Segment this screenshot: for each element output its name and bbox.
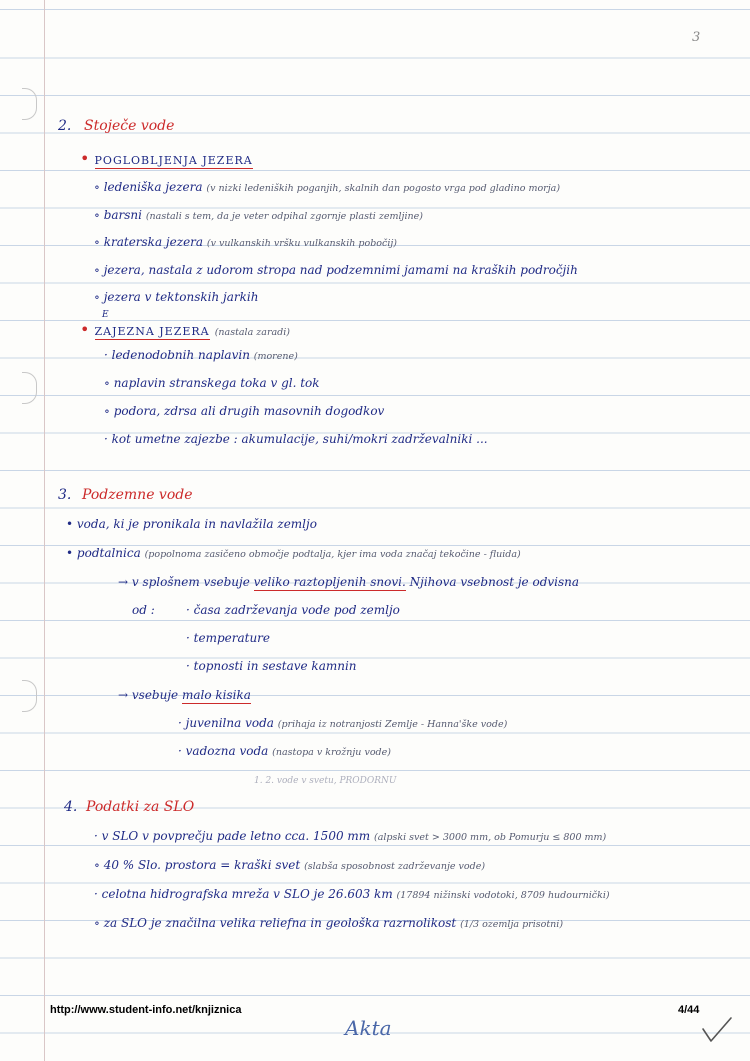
bullet: ·: [94, 887, 102, 901]
faded-text: 1. 2. vode v svetu, PRODORNU: [254, 776, 397, 786]
bullet: ·: [94, 829, 102, 843]
akta-logo: Akta: [345, 1016, 392, 1040]
list-item: · celotna hidrografska mreža v SLO je 26.603 km (17894 nižinski vodotoki, 8709 hudournički): [94, 887, 610, 901]
list-item: ∘ ledeniška jezera (v nizki ledeniških poganjih, skalnih dan pogosto vrga pod gladino morja): [94, 180, 561, 194]
bullet: •: [66, 517, 77, 531]
list-item: → v splošnem vsebuje veliko raztopljenih snovi. Njihova vsebnost je odvisna: [118, 575, 580, 589]
margin-line: [44, 0, 45, 1061]
page-mark: 3: [692, 30, 701, 45]
bullet: ·: [178, 744, 186, 758]
bullet: ∘: [94, 858, 104, 872]
bullet: •: [80, 149, 90, 168]
section-number: 3.: [58, 487, 72, 503]
subsection-heading: • ZAJEZNA JEZERA (nastala zaradi): [80, 320, 290, 339]
bullet: ∘: [94, 180, 104, 194]
list-item: · časa zadrževanja vode pod zemljo: [186, 603, 400, 617]
bullet: ·: [186, 631, 194, 645]
section-title: Podzemne vode: [82, 487, 193, 503]
punch-hole: [22, 372, 37, 404]
section-number: 4.: [64, 799, 78, 815]
bullet: •: [66, 546, 77, 560]
bullet: •: [80, 320, 90, 339]
list-item: · temperature: [186, 631, 271, 645]
list-item: ∘ za SLO je značilna velika reliefna in geološka razrnolikost (1/3 ozemlja prisotni): [94, 916, 564, 930]
bullet: ·: [104, 432, 112, 446]
section-title: Stoječe vode: [84, 118, 175, 134]
bullet: ∘: [94, 916, 104, 930]
section-number: 2.: [58, 118, 72, 134]
subsection-title: ZAJEZNA JEZERA: [94, 325, 210, 338]
bullet: ·: [186, 659, 194, 673]
bullet: ·: [186, 603, 194, 617]
list-item: ∘ jezera v tektonskih jarkih: [94, 290, 259, 304]
list-item: ∘ kraterska jezera (v vulkanskih vršku vulkanskih pobočij): [94, 235, 398, 249]
arrow-icon: →: [118, 575, 132, 589]
list-item: ∘ jezera, nastala z udorom stropa nad podzemnimi jamami na kraških področjih: [94, 263, 578, 277]
list-item: → vsebuje malo kisika: [118, 688, 251, 702]
list-item: ∘ barsni (nastali s tem, da je veter odpihal zgornje plasti zemljine): [94, 208, 423, 222]
list-item: · ledenodobnih naplavin (morene): [104, 348, 298, 362]
bullet: ∘: [94, 235, 104, 249]
bullet: ∘: [94, 208, 104, 222]
footer-url[interactable]: http://www.student-info.net/knjiznica: [50, 1004, 242, 1016]
bullet: ∘: [104, 404, 114, 418]
list-item: · v SLO v povprečju pade letno cca. 1500 mm (alpski svet > 3000 mm, ob Pomurju ≤ 800 mm): [94, 829, 607, 843]
list-item: • podtalnica (popolnoma zasičeno območje podtalja, kjer ima voda značaj tekočine - fluida): [66, 546, 521, 560]
footer-page-number: 4/44: [678, 1004, 700, 1016]
list-item: ∘ 40 % Slo. prostora = kraški svet (slabša sposobnost zadrževanje vode): [94, 858, 486, 872]
punch-hole: [22, 680, 37, 712]
list-item: · juvenilna voda (prihaja iz notranjosti Zemlje - Hanna'ške vode): [178, 716, 508, 730]
subsection-heading: [80, 151, 253, 167]
punch-hole: [22, 88, 37, 120]
list-item: · kot umetne zajezbe : akumulacije, suhi/mokri zadrževalniki ...: [104, 432, 488, 446]
bullet: ∘: [94, 290, 104, 304]
subsection-title: POGLOBLJENJA JEZERA: [94, 154, 253, 167]
bullet: ·: [178, 716, 186, 730]
section-title: Podatki za SLO: [86, 799, 195, 815]
arrow-icon: →: [118, 688, 132, 702]
list-item: · vadozna voda (nastopa v krožnju vode): [178, 744, 391, 758]
od-label: od :: [132, 603, 155, 617]
bullet: ·: [104, 348, 112, 362]
bullet: ∘: [94, 263, 104, 277]
list-item: ∘ naplavin stranskega toka v gl. tok: [104, 376, 320, 390]
list-item: · topnosti in sestave kamnin: [186, 659, 357, 673]
checkmark-icon: [700, 1015, 734, 1045]
bullet: ∘: [104, 376, 114, 390]
list-item: • voda, ki je pronikala in navlažila zemljo: [66, 517, 317, 531]
correction-mark: E: [102, 310, 109, 320]
list-item: ∘ podora, zdrsa ali drugih masovnih dogodkov: [104, 404, 385, 418]
